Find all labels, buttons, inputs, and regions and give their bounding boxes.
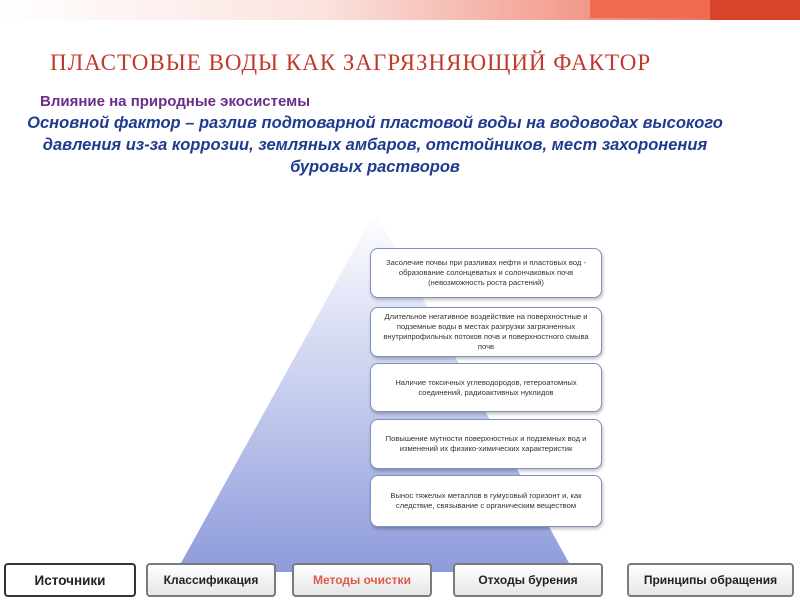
pyramid-item-4: Повышение мутности поверхностных и подземных вод и изменений их физико-химических характеристик bbox=[370, 419, 602, 469]
nav-button-handling-principles[interactable]: Принципы обращения bbox=[627, 563, 794, 597]
pyramid-item-3: Наличие токсичных углеводородов, гетероатомных соединений, радиоактивных нуклидов bbox=[370, 363, 602, 412]
pyramid-item-5: Вынос тяжелых металлов в гумусовый горизонт и, как следствие, связывание с органическим веществом bbox=[370, 475, 602, 527]
slide-title: ПЛАСТОВЫЕ ВОДЫ КАК ЗАГРЯЗНЯЮЩИЙ ФАКТОР bbox=[50, 50, 652, 75]
nav-button-cleaning-methods[interactable]: Методы очистки bbox=[292, 563, 432, 597]
pyramid-item-1: Засолечие почвы при разливах нефти и пластовых вод - образование солонцеватых и солончаковых почв (невозможность роста растений) bbox=[370, 248, 602, 298]
nav-button-classification[interactable]: Классификация bbox=[146, 563, 276, 597]
slide-subtitle: Влияние на природные экосистемы bbox=[40, 93, 311, 110]
nav-button-sources[interactable]: Источники bbox=[4, 563, 136, 597]
intro-text: Основной фактор – разлив подтоварной пластовой воды на водоводах высокого давления из-за коррозии, земляных амбаров, отстойников, мест захоронения буровых растворов bbox=[27, 114, 723, 176]
pyramid-item-2: Длительное негативное воздействие на поверхностные и подземные воды в местах разгрузки загрязненных внутрипрофильных потоков почв и поверхностного смыва почв bbox=[370, 307, 602, 357]
nav-button-drilling-waste[interactable]: Отходы бурения bbox=[453, 563, 603, 597]
